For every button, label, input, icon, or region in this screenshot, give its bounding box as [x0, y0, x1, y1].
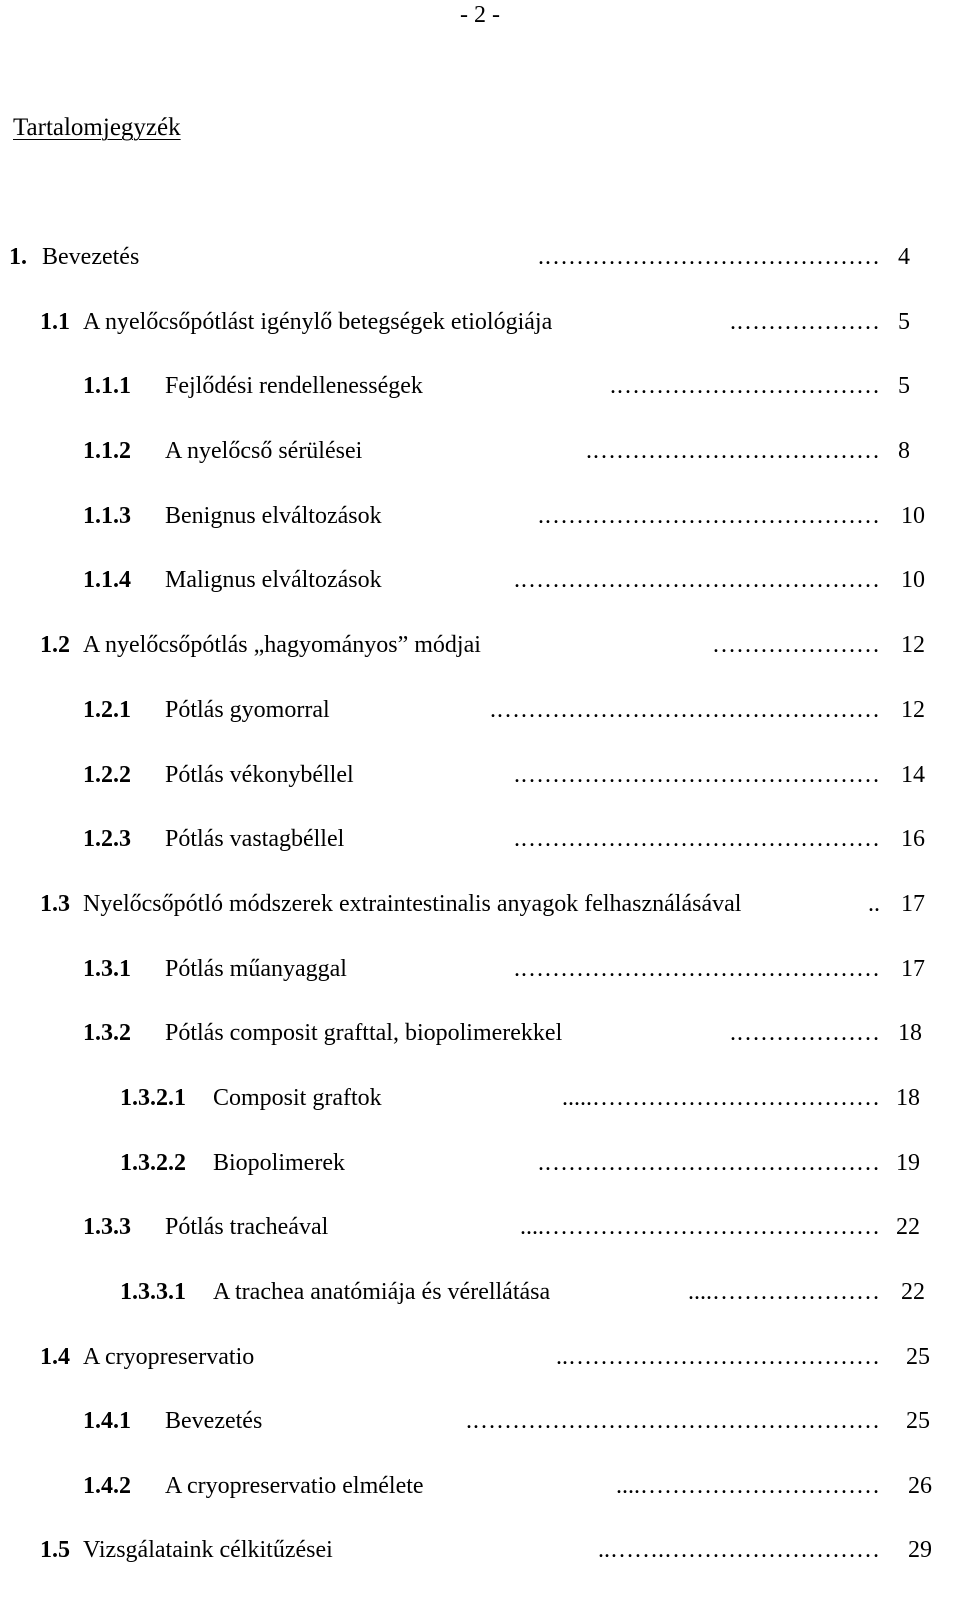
- toc-page-number: 5: [898, 373, 910, 399]
- toc-label: A nyelőcsőpótlás „hagyományos” módjai: [83, 632, 481, 658]
- toc-row: [0, 305, 960, 339]
- toc-title: Tartalomjegyzék: [13, 114, 181, 141]
- toc-row: [0, 1146, 960, 1180]
- toc-row: [0, 434, 960, 468]
- toc-page-number: 14: [901, 762, 925, 788]
- toc-label: Pótlás gyomorral: [165, 697, 330, 723]
- toc-page-number: 19: [896, 1150, 920, 1176]
- toc-page-number: 25: [906, 1408, 930, 1434]
- toc-number: 1.3.3: [83, 1214, 131, 1240]
- toc-leader-dots: ……………….: [730, 309, 880, 335]
- toc-row: [0, 1081, 960, 1115]
- toc-page-number: 16: [901, 826, 925, 852]
- toc-page-number: 8: [898, 438, 910, 464]
- toc-label: Composit graftok: [213, 1085, 382, 1111]
- toc-leader-dots: …………………………………..: [556, 1344, 880, 1370]
- toc-leader-dots: …………………………….: [610, 373, 880, 399]
- toc-row: [0, 758, 960, 792]
- toc-page-number: 17: [901, 956, 925, 982]
- toc-label: Vizsgálataink célkitűzései: [83, 1537, 333, 1563]
- toc-row: [0, 1533, 960, 1567]
- toc-row: [0, 1016, 960, 1050]
- toc-page-number: 25: [906, 1344, 930, 1370]
- toc-number: 1.3.3.1: [120, 1279, 186, 1305]
- toc-number: 1.4.2: [83, 1473, 131, 1499]
- toc-number: 1.3.2.2: [120, 1150, 186, 1176]
- toc-label: Benignus elváltozások: [165, 503, 382, 529]
- toc-number: 1.3.2: [83, 1020, 131, 1046]
- toc-row: [0, 1404, 960, 1438]
- page-number: - 2 -: [460, 2, 500, 28]
- toc-page-number: 22: [901, 1279, 925, 1305]
- toc-leader-dots: ……………………………….....: [562, 1085, 880, 1111]
- toc-label: Bevezetés: [42, 244, 140, 270]
- toc-label: A cryopreservatio: [83, 1344, 255, 1370]
- toc-leader-dots: ..: [868, 891, 880, 917]
- toc-row: [0, 822, 960, 856]
- toc-label: Pótlás tracheával: [165, 1214, 329, 1240]
- toc-number: 1.3.2.1: [120, 1085, 186, 1111]
- toc-row: [0, 1210, 960, 1244]
- toc-row: [0, 887, 960, 921]
- toc-row: [0, 628, 960, 662]
- toc-row: [0, 1340, 960, 1374]
- toc-label: Pótlás composit grafttal, biopolimerekkel: [165, 1020, 563, 1046]
- toc-leader-dots: ……………………………………….: [514, 762, 880, 788]
- toc-leader-dots: …………………....: [688, 1279, 880, 1305]
- toc-leader-dots: ……………………………………….: [514, 826, 880, 852]
- toc-page-number: 22: [896, 1214, 920, 1240]
- toc-leader-dots: …………………………....: [616, 1473, 880, 1499]
- toc-number: 1.1.4: [83, 567, 131, 593]
- toc-label: A nyelőcsőpótlást igénylő betegségek etiológiája: [83, 309, 553, 335]
- toc-number: 1.3: [40, 891, 70, 917]
- toc-row: [0, 693, 960, 727]
- toc-page-number: 10: [901, 503, 925, 529]
- toc-number: 1.2.2: [83, 762, 131, 788]
- toc-leader-dots: ……………………………………….: [514, 956, 880, 982]
- toc-number: 1.1.3: [83, 503, 131, 529]
- toc-leader-dots: …………………………………….: [538, 244, 880, 270]
- toc-page-number: 26: [908, 1473, 932, 1499]
- toc-row: [0, 240, 960, 274]
- toc-row: [0, 563, 960, 597]
- toc-leader-dots: …………………: [712, 632, 880, 658]
- toc-page-number: 4: [898, 244, 910, 270]
- toc-number: 1.5: [40, 1537, 70, 1563]
- toc-label: Fejlődési rendellenességek: [165, 373, 423, 399]
- toc-number: 1.3.1: [83, 956, 131, 982]
- toc-page-number: 18: [898, 1020, 922, 1046]
- toc-number: 1.4: [40, 1344, 70, 1370]
- toc-row: [0, 369, 960, 403]
- toc-number: 1.4.1: [83, 1408, 131, 1434]
- toc-label: Malignus elváltozások: [165, 567, 382, 593]
- toc-row: [0, 499, 960, 533]
- toc-leader-dots: …………………………………….: [538, 503, 880, 529]
- toc-leader-dots: ……………….: [730, 1020, 880, 1046]
- toc-leader-dots: ……………………….……..: [598, 1537, 880, 1563]
- toc-number: 1.: [9, 244, 27, 270]
- toc-label: Nyelőcsőpótló módszerek extraintestinalis anyagok felhasználásával: [83, 891, 742, 917]
- toc-page-number: 18: [896, 1085, 920, 1111]
- toc-page-number: 12: [901, 632, 925, 658]
- toc-row: [0, 1275, 960, 1309]
- toc-leader-dots: …………………………………….: [538, 1150, 880, 1176]
- toc-label: A nyelőcső sérülései: [165, 438, 363, 464]
- toc-label: Pótlás vékonybéllel: [165, 762, 354, 788]
- toc-row: [0, 1469, 960, 1503]
- toc-number: 1.1: [40, 309, 70, 335]
- toc-label: A cryopreservatio elmélete: [165, 1473, 424, 1499]
- toc-number: 1.2: [40, 632, 70, 658]
- toc-page-number: 29: [908, 1537, 932, 1563]
- toc-page-number: 10: [901, 567, 925, 593]
- toc-number: 1.1.2: [83, 438, 131, 464]
- toc-label: Biopolimerek: [213, 1150, 345, 1176]
- toc-leader-dots: ………………………………………….: [490, 697, 880, 723]
- toc-number: 1.2.3: [83, 826, 131, 852]
- toc-page-number: 5: [898, 309, 910, 335]
- toc-leader-dots: …………………………………………….: [466, 1408, 880, 1434]
- toc-label: Pótlás műanyaggal: [165, 956, 347, 982]
- toc-label: Pótlás vastagbéllel: [165, 826, 345, 852]
- toc-number: 1.1.1: [83, 373, 131, 399]
- toc-label: Bevezetés: [165, 1408, 263, 1434]
- toc-label: A trachea anatómiája és vérellátása: [213, 1279, 551, 1305]
- toc-page-number: 17: [901, 891, 925, 917]
- toc-row: [0, 952, 960, 986]
- toc-leader-dots: ……………………………………....: [520, 1214, 880, 1240]
- toc-page-number: 12: [901, 697, 925, 723]
- toc-number: 1.2.1: [83, 697, 131, 723]
- toc-leader-dots: ……………………………………….: [514, 567, 880, 593]
- toc-leader-dots: ……………………………….: [586, 438, 880, 464]
